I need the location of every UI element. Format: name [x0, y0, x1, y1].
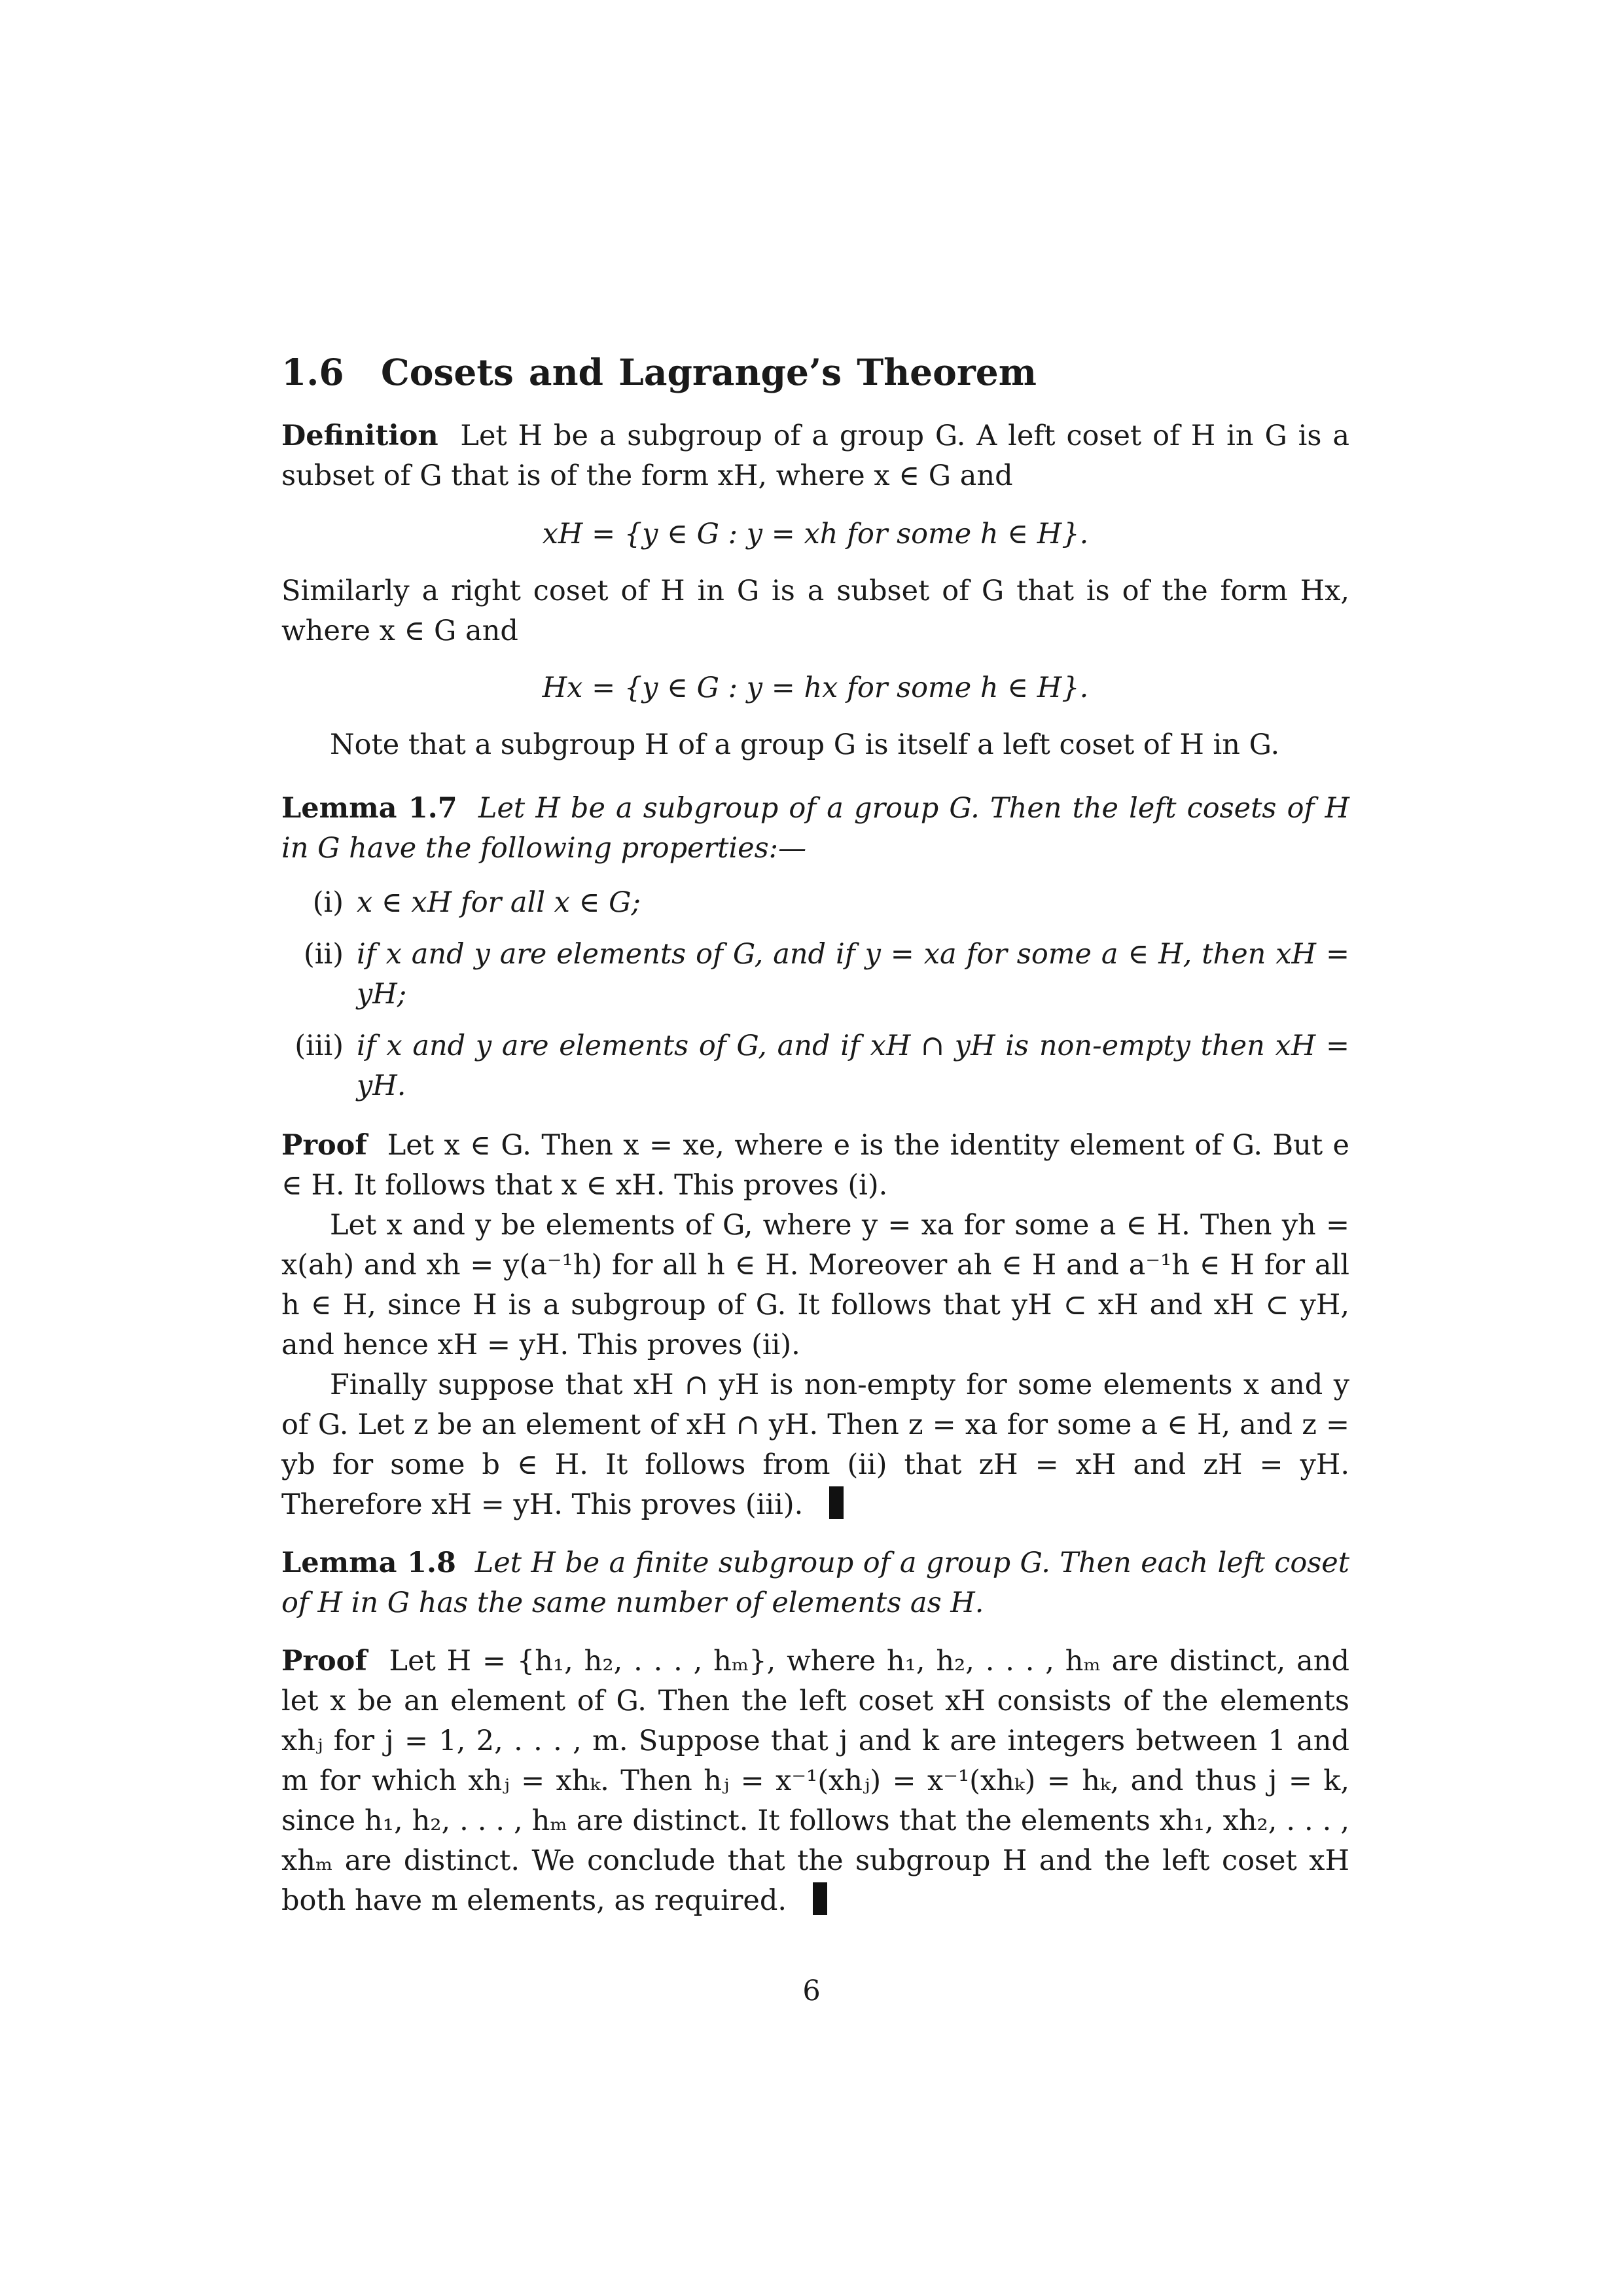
proof-label: Proof — [281, 1645, 367, 1677]
lemma-1-8-statement: Let H be a finite subgroup of a group G. Then each left coset of H in G has the same number of elements as H. — [281, 1547, 1350, 1619]
lemma-1-8-label: Lemma 1.8 — [281, 1547, 456, 1579]
lemma-1-7-label: Lemma 1.7 — [281, 792, 457, 825]
proof-text: Finally suppose that xH ∩ yH is non-empty for some elements x and y of G. Let z be an element of xH ∩ yH. Then z = xa for some a ∈ H, and z = yb for some b ∈ H. It follows from (ii) that zH = xH and zH = yH. Therefore xH = yH. This proves (iii). — [281, 1369, 1349, 1521]
note-paragraph: Note that a subgroup H of a group G is itself a left coset of H in G. — [330, 728, 1280, 761]
page-content — [281, 348, 1349, 1921]
definition-paragraph — [281, 416, 1349, 496]
right-coset-paragraph: Similarly a right coset of H in G is a subset of G that is of the form Hx, where x ∈ G and — [281, 575, 1349, 647]
lemma-1-7-properties — [281, 883, 1349, 1106]
property-item — [281, 1026, 1349, 1106]
proof-text: Let x ∈ G. Then x = xe, where e is the identity element of G. But e ∈ H. It follows that x ∈ xH. This proves (i). — [281, 1129, 1349, 1202]
proof-label: Proof — [281, 1129, 367, 1162]
property-item — [281, 935, 1349, 1014]
section-title: Cosets and Lagrange’s Theorem — [381, 351, 1037, 393]
section-heading — [281, 348, 1349, 397]
property-text: if x and y are elements of G, and if xH ∩ yH is non-empty then xH = yH. — [357, 1030, 1349, 1102]
proof-1-7-paragraph-3 — [281, 1365, 1349, 1525]
property-text: x ∈ xH for all x ∈ G; — [357, 886, 641, 919]
proof-text: Let H = {h₁, h₂, . . . , hₘ}, where h₁, h₂, . . . , hₘ are distinct, and let x be an element of G. Then the left coset xH consists of the elements xhⱼ for j = 1, 2, . . . , m. Suppose that j and k are integers between 1 and m for which xhⱼ = xhₖ. Then hⱼ = x⁻¹(xhⱼ) = x⁻¹(xhₖ) = hₖ, and thus j = k, since h₁, h₂, . . . , hₘ are distinct. It follows that the elements xh₁, xh₂, . . . , xhₘ are distinct. We conclude that the subgroup H and the left coset xH both have m elements, as required. — [281, 1645, 1349, 1917]
left-coset-equation: xH = {y ∈ G : y = xh for some h ∈ H}. — [542, 518, 1089, 550]
definition-label: Definition — [281, 420, 438, 452]
proof-1-8-paragraph — [281, 1641, 1349, 1921]
property-text: if x and y are elements of G, and if y = xa for some a ∈ H, then xH = yH; — [357, 938, 1349, 1011]
property-label: (ii) — [303, 938, 344, 971]
right-coset-equation: Hx = {y ∈ G : y = hx for some h ∈ H}. — [542, 672, 1089, 704]
definition-text: Let H be a subgroup of a group G. A left coset of H in G is a subset of G that is of the form xH, where x ∈ G and — [281, 420, 1349, 492]
page-number: 6 — [802, 1975, 821, 2007]
property-item — [281, 883, 1349, 923]
property-label: (i) — [312, 886, 344, 919]
proof-1-7-paragraph-2: Let x and y be elements of G, where y = xa for some a ∈ H. Then yh = x(ah) and xh = y(a⁻¹h) for all h ∈ H. Moreover ah ∈ H and a⁻¹h ∈ H for all h ∈ H, since H is a subgroup of G. It follows that yH ⊂ xH and xH ⊂ yH, and hence xH = yH. This proves (ii). — [281, 1209, 1349, 1361]
lemma-1-8 — [281, 1543, 1349, 1623]
proof-1-7-paragraph-1 — [281, 1126, 1349, 1206]
lemma-1-7-statement: Let H be a subgroup of a group G. Then the left cosets of H in G have the following properties:— — [281, 792, 1349, 865]
qed-symbol — [813, 1882, 827, 1915]
property-label: (iii) — [294, 1030, 344, 1062]
qed-symbol — [829, 1486, 844, 1519]
section-number: 1.6 — [281, 351, 344, 393]
lemma-1-7 — [281, 789, 1349, 869]
